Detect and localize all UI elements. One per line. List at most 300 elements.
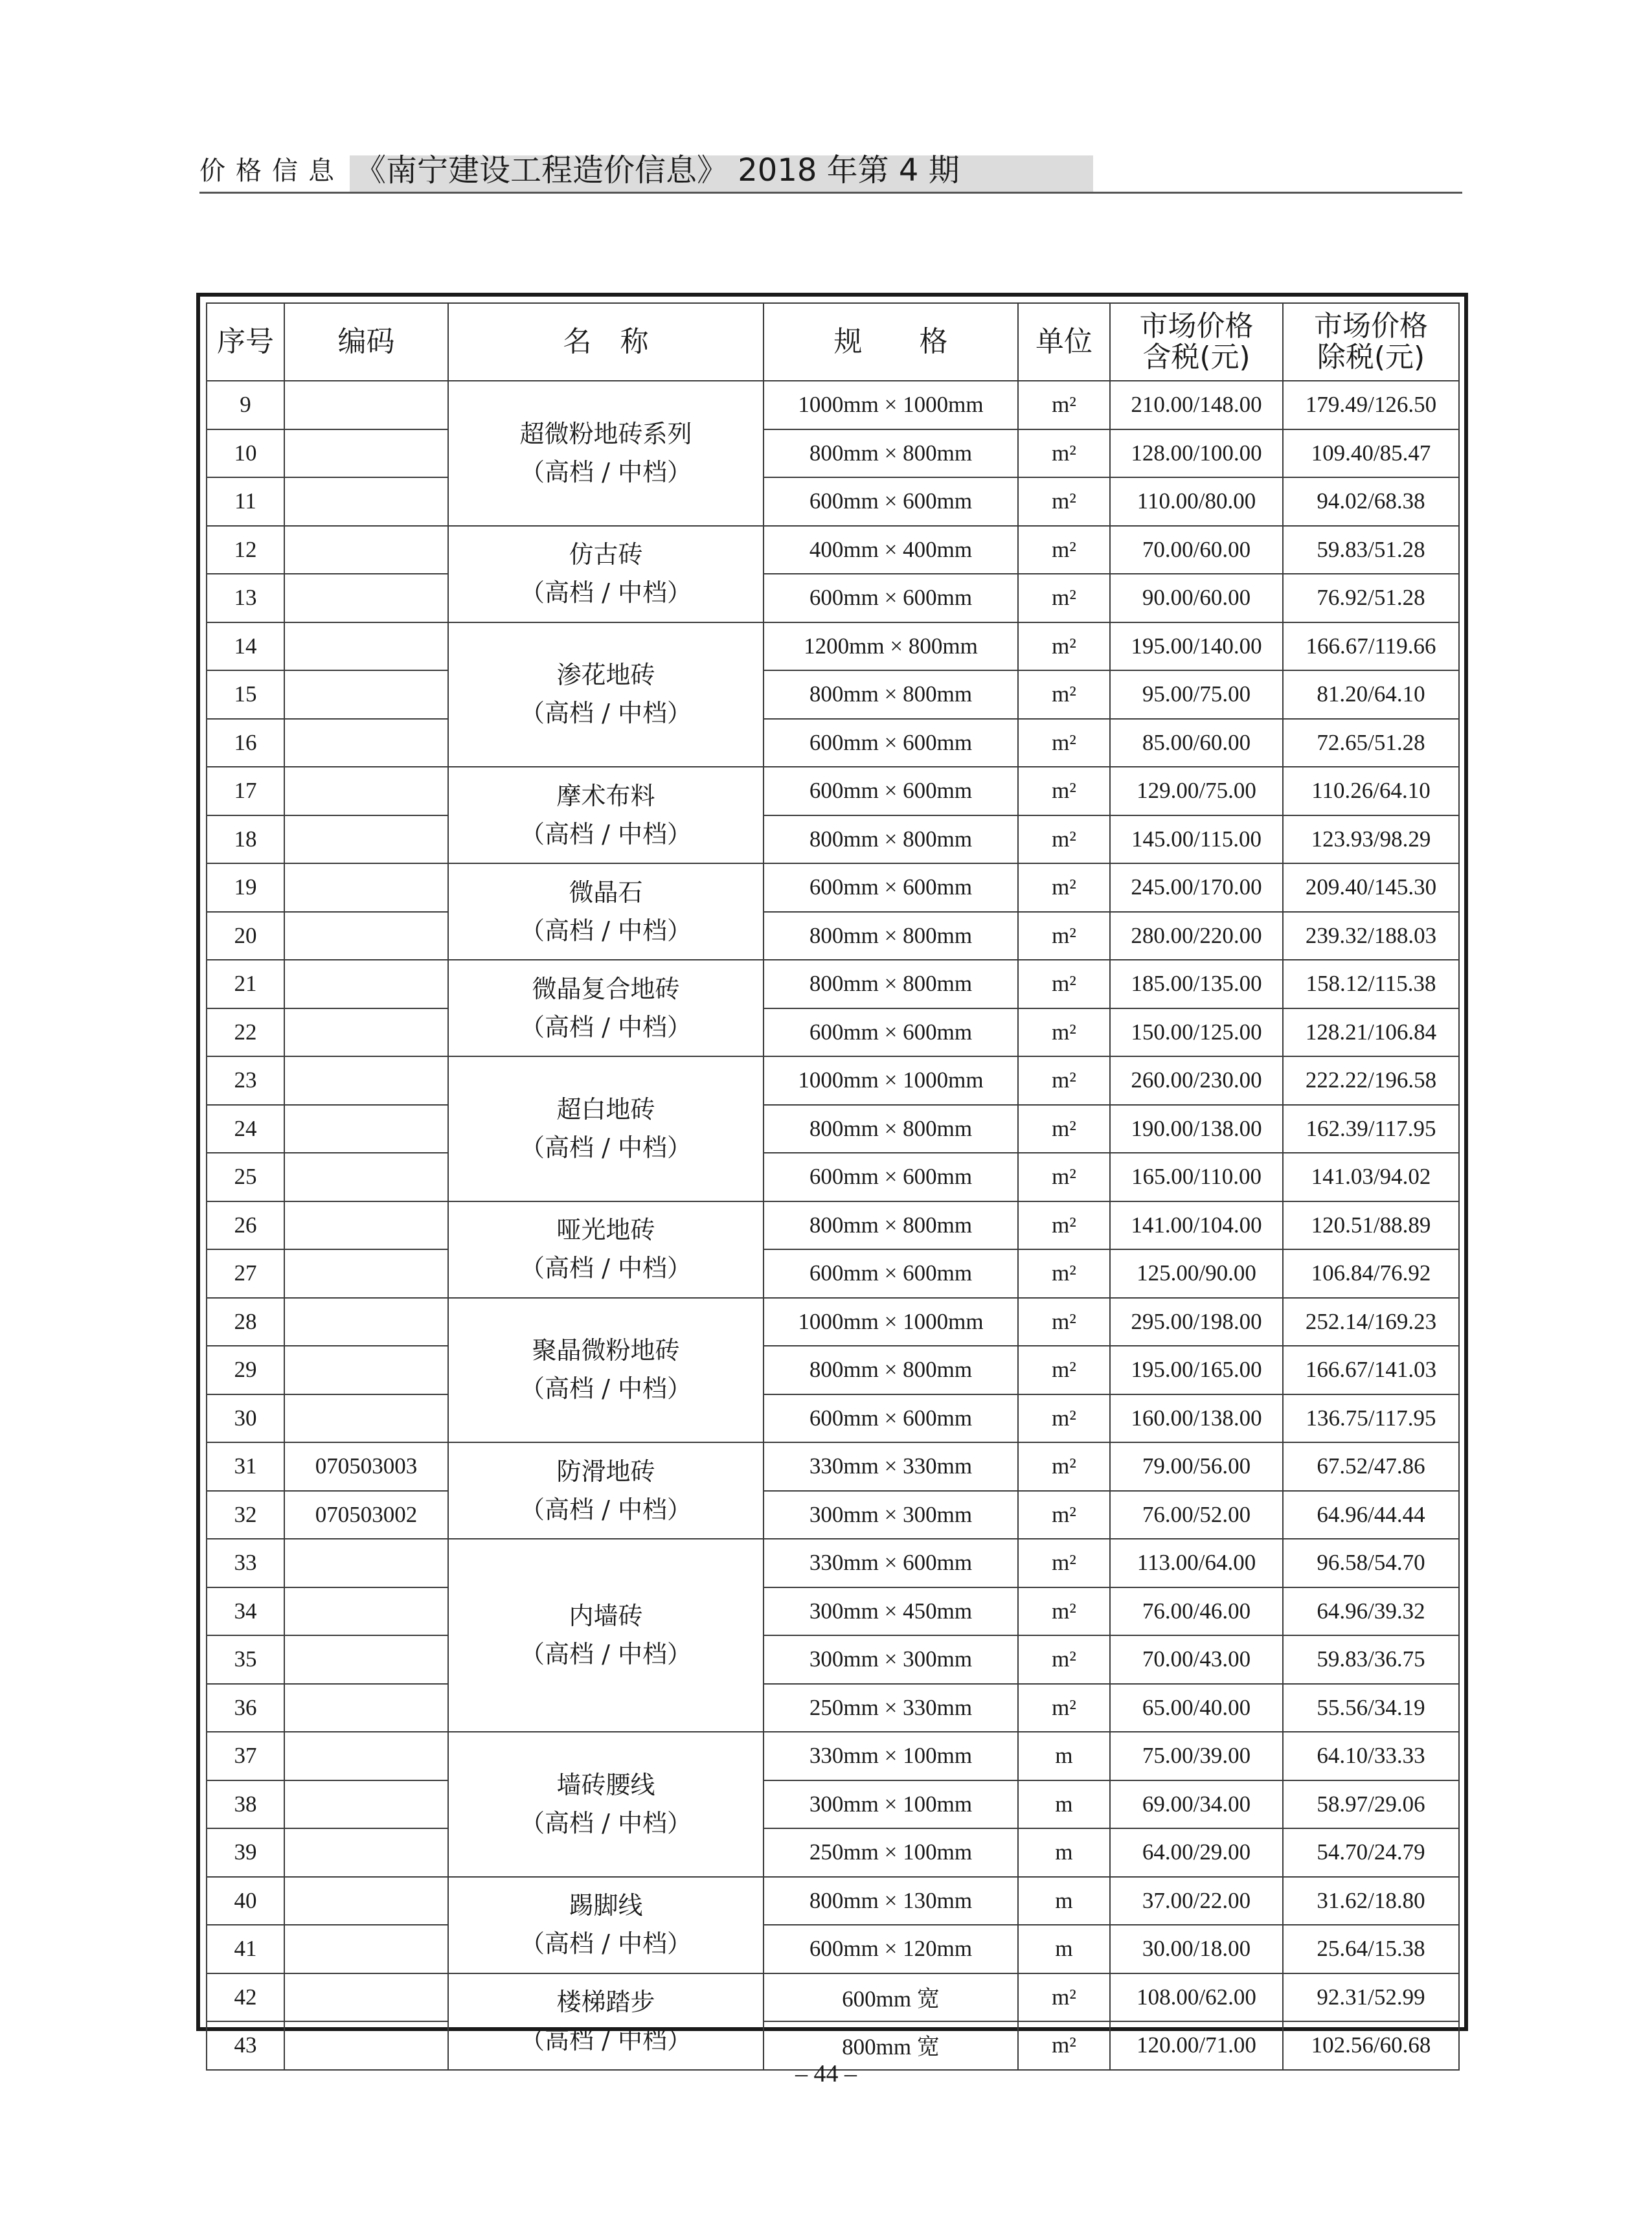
cell-price-tax: 190.00/138.00 <box>1110 1105 1283 1153</box>
header-section-label: 价格信息 <box>199 156 345 186</box>
cell-no: 14 <box>207 622 284 671</box>
cell-price-tax: 30.00/18.00 <box>1110 1925 1283 1973</box>
cell-no: 38 <box>207 1780 284 1829</box>
cell-unit: m² <box>1018 574 1110 622</box>
publication-title: 《南宁建设工程造价信息》 2018 年第 4 期 <box>355 152 960 188</box>
cell-no: 19 <box>207 863 284 912</box>
cell-spec: 300mm × 100mm <box>764 1780 1018 1829</box>
cell-no: 21 <box>207 960 284 1008</box>
cell-unit: m² <box>1018 815 1110 864</box>
cell-price-notax: 64.96/39.32 <box>1283 1587 1459 1636</box>
cell-no: 18 <box>207 815 284 864</box>
cell-no: 13 <box>207 574 284 622</box>
cell-unit: m² <box>1018 429 1110 478</box>
cell-price-tax: 76.00/46.00 <box>1110 1587 1283 1636</box>
cell-spec: 600mm × 600mm <box>764 1153 1018 1201</box>
cell-code <box>284 1587 448 1636</box>
cell-product-name <box>448 960 764 1056</box>
cell-unit: m <box>1018 1780 1110 1829</box>
cell-code <box>284 670 448 719</box>
product-name: 内墙砖 <box>569 1602 643 1631</box>
table-row <box>207 1249 1459 1298</box>
cell-code <box>284 863 448 912</box>
cell-no: 25 <box>207 1153 284 1201</box>
cell-spec: 1000mm × 1000mm <box>764 1056 1018 1105</box>
cell-price-notax: 67.52/47.86 <box>1283 1442 1459 1491</box>
cell-spec: 600mm 宽 <box>764 1973 1018 2022</box>
table-row <box>207 526 1459 574</box>
cell-price-tax: 150.00/125.00 <box>1110 1008 1283 1057</box>
product-name: 超微粉地砖系列 <box>519 419 692 448</box>
cell-price-tax: 128.00/100.00 <box>1110 429 1283 478</box>
cell-code <box>284 1008 448 1057</box>
cell-price-notax: 96.58/54.70 <box>1283 1539 1459 1587</box>
cell-code <box>284 1925 448 1973</box>
cell-price-notax: 25.64/15.38 <box>1283 1925 1459 1973</box>
cell-price-tax: 110.00/80.00 <box>1110 477 1283 526</box>
cell-spec: 600mm × 120mm <box>764 1925 1018 1973</box>
cell-code <box>284 477 448 526</box>
cell-no: 42 <box>207 1973 284 2022</box>
price-table <box>206 302 1460 2071</box>
cell-unit: m² <box>1018 1298 1110 1346</box>
cell-price-tax: 64.00/29.00 <box>1110 1828 1283 1877</box>
cell-price-tax: 69.00/34.00 <box>1110 1780 1283 1829</box>
cell-code: 070503002 <box>284 1491 448 1539</box>
cell-code: 070503003 <box>284 1442 448 1491</box>
cell-code <box>284 960 448 1008</box>
cell-price-tax: 79.00/56.00 <box>1110 1442 1283 1491</box>
col-header-spec: 规 格 <box>764 303 1018 381</box>
cell-spec: 1000mm × 1000mm <box>764 381 1018 429</box>
product-name: 超白地砖 <box>556 1095 655 1124</box>
cell-price-tax: 260.00/230.00 <box>1110 1056 1283 1105</box>
cell-spec: 330mm × 600mm <box>764 1539 1018 1587</box>
table-row <box>207 767 1459 815</box>
cell-spec: 330mm × 330mm <box>764 1442 1018 1491</box>
cell-no: 33 <box>207 1539 284 1587</box>
cell-product-name <box>448 1201 764 1298</box>
table-row <box>207 1105 1459 1153</box>
cell-price-notax: 141.03/94.02 <box>1283 1153 1459 1201</box>
cell-no: 16 <box>207 719 284 767</box>
cell-unit: m² <box>1018 1539 1110 1587</box>
col-header-price-notax: 市场价格 除税(元) <box>1283 303 1459 381</box>
cell-code <box>284 1973 448 2022</box>
table-row <box>207 477 1459 526</box>
cell-spec: 600mm × 600mm <box>764 1394 1018 1443</box>
running-header <box>199 144 1462 196</box>
table-row <box>207 1491 1459 1539</box>
cell-price-tax: 245.00/170.00 <box>1110 863 1283 912</box>
cell-price-tax: 65.00/40.00 <box>1110 1684 1283 1732</box>
product-name: 哑光地砖 <box>556 1216 655 1245</box>
cell-price-tax: 141.00/104.00 <box>1110 1201 1283 1250</box>
product-name: 防滑地砖 <box>556 1457 655 1486</box>
cell-no: 29 <box>207 1346 284 1394</box>
product-name: 摩术布料 <box>556 781 655 810</box>
product-grade: （高档 / 中档） <box>520 457 692 486</box>
product-grade: （高档 / 中档） <box>520 1495 692 1524</box>
cell-code <box>284 1780 448 1829</box>
cell-unit: m² <box>1018 1201 1110 1250</box>
cell-price-notax: 158.12/115.38 <box>1283 960 1459 1008</box>
cell-price-tax: 37.00/22.00 <box>1110 1877 1283 1925</box>
cell-no: 20 <box>207 912 284 960</box>
product-name: 渗花地砖 <box>556 661 655 690</box>
table-body <box>207 381 1459 2070</box>
cell-no: 39 <box>207 1828 284 1877</box>
cell-spec: 600mm × 600mm <box>764 719 1018 767</box>
cell-spec: 800mm × 800mm <box>764 670 1018 719</box>
cell-no: 31 <box>207 1442 284 1491</box>
cell-code <box>284 1732 448 1780</box>
cell-price-tax: 113.00/64.00 <box>1110 1539 1283 1587</box>
cell-price-notax: 102.56/60.68 <box>1283 2021 1459 2070</box>
product-name: 墙砖腰线 <box>556 1770 655 1799</box>
table-row <box>207 1539 1459 1587</box>
cell-spec: 250mm × 100mm <box>764 1828 1018 1877</box>
table-row <box>207 1008 1459 1057</box>
cell-unit: m² <box>1018 863 1110 912</box>
table-row <box>207 1587 1459 1636</box>
cell-no: 43 <box>207 2021 284 2070</box>
cell-price-tax: 165.00/110.00 <box>1110 1153 1283 1201</box>
product-grade: （高档 / 中档） <box>520 1254 692 1282</box>
cell-code <box>284 1153 448 1201</box>
cell-code <box>284 1828 448 1877</box>
cell-product-name <box>448 622 764 767</box>
cell-code <box>284 1635 448 1684</box>
cell-code <box>284 719 448 767</box>
cell-price-tax: 160.00/138.00 <box>1110 1394 1283 1443</box>
header-divider <box>199 192 1462 194</box>
cell-unit: m <box>1018 1828 1110 1877</box>
cell-code <box>284 1877 448 1925</box>
table-row <box>207 863 1459 912</box>
cell-price-notax: 106.84/76.92 <box>1283 1249 1459 1298</box>
product-grade: （高档 / 中档） <box>520 916 692 945</box>
cell-price-tax: 125.00/90.00 <box>1110 1249 1283 1298</box>
cell-spec: 600mm × 600mm <box>764 1249 1018 1298</box>
cell-spec: 600mm × 600mm <box>764 863 1018 912</box>
table-row <box>207 1056 1459 1105</box>
cell-spec: 800mm × 800mm <box>764 1105 1018 1153</box>
cell-spec: 330mm × 100mm <box>764 1732 1018 1780</box>
cell-spec: 1000mm × 1000mm <box>764 1298 1018 1346</box>
cell-no: 30 <box>207 1394 284 1443</box>
product-name: 仿古砖 <box>569 540 643 569</box>
cell-code <box>284 429 448 478</box>
table-row <box>207 429 1459 478</box>
table-row <box>207 1298 1459 1346</box>
cell-unit: m² <box>1018 1056 1110 1105</box>
cell-spec: 300mm × 300mm <box>764 1635 1018 1684</box>
cell-price-notax: 222.22/196.58 <box>1283 1056 1459 1105</box>
product-name: 踢脚线 <box>569 1891 643 1920</box>
table-row <box>207 1732 1459 1780</box>
product-name: 微晶石 <box>569 878 643 907</box>
product-grade: （高档 / 中档） <box>520 1808 692 1837</box>
cell-code <box>284 381 448 429</box>
table-row <box>207 1877 1459 1925</box>
table-row <box>207 1925 1459 1973</box>
table-header-row <box>207 303 1459 381</box>
page-number: – 44 – <box>795 2060 857 2087</box>
cell-unit: m <box>1018 1732 1110 1780</box>
cell-product-name <box>448 863 764 960</box>
product-grade: （高档 / 中档） <box>520 699 692 728</box>
cell-unit: m² <box>1018 1684 1110 1732</box>
cell-price-tax: 280.00/220.00 <box>1110 912 1283 960</box>
product-grade: （高档 / 中档） <box>520 2026 692 2054</box>
table-row <box>207 381 1459 429</box>
cell-price-notax: 123.93/98.29 <box>1283 815 1459 864</box>
cell-product-name <box>448 381 764 526</box>
cell-price-notax: 209.40/145.30 <box>1283 863 1459 912</box>
col-header-unit: 单位 <box>1018 303 1110 381</box>
cell-price-tax: 70.00/60.00 <box>1110 526 1283 574</box>
cell-price-notax: 94.02/68.38 <box>1283 477 1459 526</box>
cell-code <box>284 574 448 622</box>
cell-spec: 800mm × 130mm <box>764 1877 1018 1925</box>
cell-product-name <box>448 1732 764 1877</box>
cell-spec: 800mm × 800mm <box>764 1201 1018 1250</box>
cell-spec: 600mm × 600mm <box>764 1008 1018 1057</box>
cell-unit: m² <box>1018 1973 1110 2022</box>
cell-spec: 800mm × 800mm <box>764 912 1018 960</box>
cell-price-tax: 185.00/135.00 <box>1110 960 1283 1008</box>
cell-no: 22 <box>207 1008 284 1057</box>
cell-code <box>284 912 448 960</box>
cell-no: 9 <box>207 381 284 429</box>
cell-price-notax: 239.32/188.03 <box>1283 912 1459 960</box>
cell-product-name <box>448 1442 764 1539</box>
cell-product-name <box>448 1056 764 1201</box>
cell-price-notax: 76.92/51.28 <box>1283 574 1459 622</box>
cell-no: 34 <box>207 1587 284 1636</box>
cell-spec: 800mm × 800mm <box>764 815 1018 864</box>
cell-no: 17 <box>207 767 284 815</box>
cell-product-name <box>448 1877 764 1973</box>
cell-spec: 800mm × 800mm <box>764 960 1018 1008</box>
cell-spec: 300mm × 300mm <box>764 1491 1018 1539</box>
cell-code <box>284 1298 448 1346</box>
cell-spec: 400mm × 400mm <box>764 526 1018 574</box>
product-name: 微晶复合地砖 <box>532 974 680 1003</box>
cell-price-tax: 195.00/140.00 <box>1110 622 1283 671</box>
cell-code <box>284 622 448 671</box>
cell-price-tax: 129.00/75.00 <box>1110 767 1283 815</box>
cell-unit: m² <box>1018 1394 1110 1443</box>
cell-price-notax: 64.10/33.33 <box>1283 1732 1459 1780</box>
cell-unit: m² <box>1018 1249 1110 1298</box>
cell-unit: m² <box>1018 719 1110 767</box>
cell-unit: m² <box>1018 1635 1110 1684</box>
cell-price-notax: 54.70/24.79 <box>1283 1828 1459 1877</box>
cell-price-notax: 179.49/126.50 <box>1283 381 1459 429</box>
cell-price-tax: 70.00/43.00 <box>1110 1635 1283 1684</box>
product-grade: （高档 / 中档） <box>520 1640 692 1668</box>
table-row <box>207 960 1459 1008</box>
cell-spec: 1200mm × 800mm <box>764 622 1018 671</box>
cell-code <box>284 1684 448 1732</box>
table-row <box>207 1394 1459 1443</box>
product-grade: （高档 / 中档） <box>520 578 692 607</box>
table-row <box>207 574 1459 622</box>
cell-price-notax: 59.83/36.75 <box>1283 1635 1459 1684</box>
table-row <box>207 1442 1459 1491</box>
product-grade: （高档 / 中档） <box>520 1929 692 1958</box>
cell-price-tax: 295.00/198.00 <box>1110 1298 1283 1346</box>
cell-price-notax: 128.21/106.84 <box>1283 1008 1459 1057</box>
table-row <box>207 622 1459 671</box>
product-name: 聚晶微粉地砖 <box>532 1336 680 1365</box>
cell-code <box>284 1539 448 1587</box>
cell-price-notax: 120.51/88.89 <box>1283 1201 1459 1250</box>
cell-code <box>284 1346 448 1394</box>
table-row <box>207 912 1459 960</box>
cell-price-notax: 166.67/119.66 <box>1283 622 1459 671</box>
col-header-no: 序号 <box>207 303 284 381</box>
cell-unit: m <box>1018 1925 1110 1973</box>
cell-no: 35 <box>207 1635 284 1684</box>
table-row <box>207 719 1459 767</box>
cell-unit: m <box>1018 1877 1110 1925</box>
cell-spec: 250mm × 330mm <box>764 1684 1018 1732</box>
cell-price-tax: 85.00/60.00 <box>1110 719 1283 767</box>
cell-price-tax: 75.00/39.00 <box>1110 1732 1283 1780</box>
cell-spec: 800mm 宽 <box>764 2021 1018 2070</box>
cell-price-tax: 120.00/71.00 <box>1110 2021 1283 2070</box>
cell-code <box>284 767 448 815</box>
cell-unit: m² <box>1018 1153 1110 1201</box>
cell-code <box>284 1201 448 1250</box>
cell-no: 40 <box>207 1877 284 1925</box>
product-grade: （高档 / 中档） <box>520 819 692 848</box>
product-grade: （高档 / 中档） <box>520 1374 692 1403</box>
cell-unit: m² <box>1018 1587 1110 1636</box>
cell-code <box>284 1056 448 1105</box>
cell-spec: 800mm × 800mm <box>764 429 1018 478</box>
table-row <box>207 670 1459 719</box>
col-header-name: 名 称 <box>448 303 764 381</box>
cell-product-name <box>448 526 764 622</box>
cell-code <box>284 526 448 574</box>
cell-unit: m² <box>1018 1491 1110 1539</box>
table-row <box>207 1684 1459 1732</box>
cell-price-notax: 109.40/85.47 <box>1283 429 1459 478</box>
cell-price-notax: 92.31/52.99 <box>1283 1973 1459 2022</box>
table-row <box>207 1780 1459 1829</box>
cell-unit: m² <box>1018 477 1110 526</box>
cell-price-tax: 90.00/60.00 <box>1110 574 1283 622</box>
cell-no: 37 <box>207 1732 284 1780</box>
cell-unit: m² <box>1018 1442 1110 1491</box>
cell-price-notax: 252.14/169.23 <box>1283 1298 1459 1346</box>
table-row <box>207 1635 1459 1684</box>
cell-price-notax: 110.26/64.10 <box>1283 767 1459 815</box>
product-grade: （高档 / 中档） <box>520 1012 692 1041</box>
cell-price-notax: 72.65/51.28 <box>1283 719 1459 767</box>
cell-product-name <box>448 1973 764 2070</box>
cell-code <box>284 1249 448 1298</box>
cell-price-tax: 76.00/52.00 <box>1110 1491 1283 1539</box>
col-header-price-tax: 市场价格 含税(元) <box>1110 303 1283 381</box>
cell-no: 10 <box>207 429 284 478</box>
cell-no: 36 <box>207 1684 284 1732</box>
cell-no: 15 <box>207 670 284 719</box>
cell-no: 41 <box>207 1925 284 1973</box>
cell-no: 28 <box>207 1298 284 1346</box>
cell-no: 27 <box>207 1249 284 1298</box>
cell-unit: m² <box>1018 2021 1110 2070</box>
table-row <box>207 1201 1459 1250</box>
cell-unit: m² <box>1018 622 1110 671</box>
cell-no: 32 <box>207 1491 284 1539</box>
cell-price-notax: 136.75/117.95 <box>1283 1394 1459 1443</box>
cell-unit: m² <box>1018 960 1110 1008</box>
cell-price-notax: 59.83/51.28 <box>1283 526 1459 574</box>
cell-price-notax: 55.56/34.19 <box>1283 1684 1459 1732</box>
table-row <box>207 1346 1459 1394</box>
cell-code <box>284 1394 448 1443</box>
cell-code <box>284 1105 448 1153</box>
cell-unit: m² <box>1018 1105 1110 1153</box>
table-row <box>207 1153 1459 1201</box>
cell-price-tax: 108.00/62.00 <box>1110 1973 1283 2022</box>
cell-unit: m² <box>1018 381 1110 429</box>
table-row <box>207 815 1459 864</box>
cell-spec: 600mm × 600mm <box>764 477 1018 526</box>
cell-unit: m² <box>1018 1346 1110 1394</box>
cell-no: 12 <box>207 526 284 574</box>
table-row <box>207 1828 1459 1877</box>
product-grade: （高档 / 中档） <box>520 1133 692 1162</box>
cell-price-tax: 210.00/148.00 <box>1110 381 1283 429</box>
cell-price-notax: 58.97/29.06 <box>1283 1780 1459 1829</box>
product-name: 楼梯踏步 <box>556 1988 655 2017</box>
cell-price-tax: 95.00/75.00 <box>1110 670 1283 719</box>
col-header-code: 编码 <box>284 303 448 381</box>
cell-product-name <box>448 767 764 863</box>
cell-price-notax: 162.39/117.95 <box>1283 1105 1459 1153</box>
cell-spec: 800mm × 800mm <box>764 1346 1018 1394</box>
table-row <box>207 1973 1459 2022</box>
cell-unit: m² <box>1018 670 1110 719</box>
cell-spec: 600mm × 600mm <box>764 574 1018 622</box>
cell-no: 24 <box>207 1105 284 1153</box>
cell-price-tax: 145.00/115.00 <box>1110 815 1283 864</box>
cell-price-notax: 64.96/44.44 <box>1283 1491 1459 1539</box>
cell-product-name <box>448 1298 764 1443</box>
cell-price-notax: 166.67/141.03 <box>1283 1346 1459 1394</box>
cell-code <box>284 815 448 864</box>
cell-price-notax: 81.20/64.10 <box>1283 670 1459 719</box>
cell-no: 23 <box>207 1056 284 1105</box>
cell-price-tax: 195.00/165.00 <box>1110 1346 1283 1394</box>
cell-price-notax: 31.62/18.80 <box>1283 1877 1459 1925</box>
cell-unit: m² <box>1018 526 1110 574</box>
cell-unit: m² <box>1018 912 1110 960</box>
cell-no: 11 <box>207 477 284 526</box>
cell-no: 26 <box>207 1201 284 1250</box>
cell-spec: 300mm × 450mm <box>764 1587 1018 1636</box>
cell-spec: 600mm × 600mm <box>764 767 1018 815</box>
cell-unit: m² <box>1018 1008 1110 1057</box>
price-table-frame <box>196 293 1468 2060</box>
cell-unit: m² <box>1018 767 1110 815</box>
